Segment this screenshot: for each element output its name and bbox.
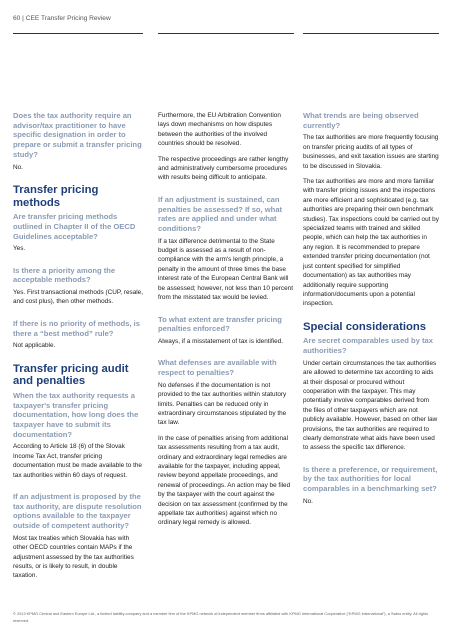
question: To what extent are transfer pricing penalties enforced? [158, 314, 282, 334]
paragraph: The respective proceedings are rather lengthy and administratively cumbersome procedures with results being difficult to anticipate. [158, 155, 289, 182]
answer: No. [13, 163, 23, 171]
section-heading: Special considerations [303, 320, 427, 333]
answer: No defenses if the documentation is not provided to the tax authorities within statutory limits. Penalties can be reduced only in extraordinary circumstances stipulated by the tax law. [158, 381, 287, 427]
answer: Not applicable. [13, 342, 56, 350]
column-rule-3 [303, 33, 439, 34]
column-3 [303, 111, 439, 506]
question: If an adjustment is sustained, can penalties be assessed? If so, what rates are applied and under what conditions? [158, 194, 283, 233]
column-rule-1 [13, 33, 143, 34]
page-header: 60 | CEE Transfer Pricing Review [13, 15, 111, 22]
paragraph: Furthermore, the EU Arbitration Convention lays down mechanisms on how disputes between the authorities of the involved countries should be resolved. [158, 112, 281, 148]
paragraph: In the case of penalties arising from additional tax assessments resulting from a tax audit, ordinary and extraordinary legal remedies are available for the taxpayer, including appeal, review beyond appellate proceedings, and renewal of proceedings. An action may be filed by the taxpayer with the court against the decision on tax assessment (confirmed by the appellate tax authorities) against which no ordinary legal remedy is allowed. [158, 434, 291, 527]
paragraph: The tax authorities are more and more familiar with transfer pricing issues and the inspections are more efficient and sophisticated (e.g. tax authorities are preparing their own benchmark studies). Tax inspections could be carried out by specialized teams with trained and skilled people, which can help the tax authorities in any region. It is recommended to prepare extended transfer pricing documentation (not just content specified for simplified documentation) as tax authorities may additionally require supporting information/documents upon a potential inspection. [303, 178, 439, 308]
answer: No. [303, 497, 313, 505]
section-heading: Transfer pricing methods [13, 183, 99, 209]
column-1 [13, 111, 143, 581]
question: Are secret comparables used by tax authorities? [303, 336, 433, 356]
answer: Yes. [13, 245, 26, 253]
answer: Yes. First transactional methods (CUP, resale, and cost plus), then other methods. [13, 289, 143, 306]
question: Does the tax authority require an advisor/tax practitioner to have specific designation in order to prepare or submit a transfer pricing study? [13, 111, 142, 159]
copyright-footer: © 2013 KPMG Central and Eastern Europe Ltd., a limited liability company and a member firm of the KPMG network of independent member firms affiliated with KPMG International Cooperative (“KPMG International”), a Swiss entity. All rights reserved. [13, 611, 429, 623]
answer: According to Article 18 (6) of the Slovak Income Tax Act, transfer pricing documentation must be made available to the tax authorities within 60 days of request. [13, 443, 142, 479]
question: What trends are being observed currently? [303, 111, 419, 130]
answer: Most tax treaties which Slovakia has with other OECD countries contain MAPs if the adjustment assessed by the tax authorities results, or is likely to result, in double taxation. [13, 534, 134, 580]
question: Is there a preference, or requirement, by the tax authorities for local comparables in a benchmarking set? [303, 464, 438, 494]
question: What defenses are available with respect to penalties? [158, 358, 277, 378]
answer: Always, if a misstatement of tax is identified. [158, 337, 284, 345]
answer: The tax authorities are more frequently focusing on transfer pricing audits of all types of businesses, and exit taxation issues are starting to be discussed in Slovakia. [303, 134, 439, 170]
section-heading: Transfer pricing audit and penalties [13, 362, 129, 388]
question: If there is no priority of methods, is there a “best method” rule? [13, 318, 140, 338]
answer: Under certain circumstances the tax authorities are allowed to determine tax according to aids at their disposal or procured without cooperation with the taxpayer. This may potentially involve comparables derived from the files of other taxpayers which are not publicly available. However, based on other law provisions, the tax authorities are required to clearly demonstrate what aids have been used to assess the specific tax difference. [303, 359, 438, 452]
question: Are transfer pricing methods outlined in Chapter II of the OECD Guidelines acceptable? [13, 212, 136, 241]
question: If an adjustment is proposed by the tax authority, are dispute resolution options available to the taxpayer outside of competent authority? [13, 491, 142, 531]
question: When the tax authority requests a taxpayer's transfer pricing documentation, how long does the taxpayer have to submit its documentation? [13, 390, 139, 439]
answer: If a tax difference detrimental to the State budget is assessed as a result of non-compliance with the arm's length principle, a penalty in the amount of three times the base interest rate of the European Central Bank will be assessed; however, not less than 10 percent from the misstated tax would be levied. [158, 237, 293, 302]
column-2 [158, 111, 294, 528]
column-rule-2 [158, 33, 294, 34]
question: Is there a priority among the acceptable methods? [13, 265, 116, 285]
